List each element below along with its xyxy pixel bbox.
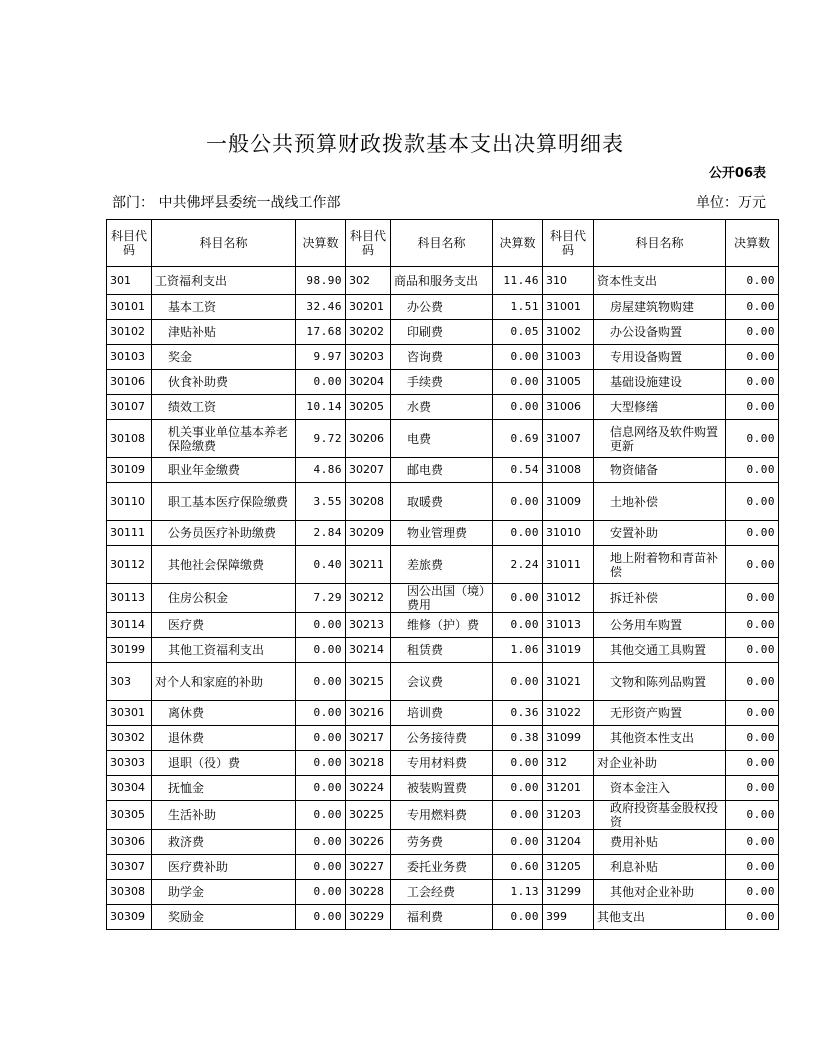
subject-code-2: 30202 — [346, 320, 391, 345]
subject-code-3: 31099 — [543, 726, 594, 751]
table-row — [107, 905, 779, 930]
subject-name-2: 培训费 — [391, 701, 493, 726]
subject-name-2: 商品和服务支出 — [391, 267, 493, 295]
amount-3: 0.00 — [726, 295, 779, 320]
subject-name-3: 拆迁补偿 — [594, 584, 726, 613]
table-row — [107, 320, 779, 345]
subject-code-1: 30110 — [107, 483, 152, 521]
subject-name-1: 基本工资 — [152, 295, 296, 320]
subject-name-2: 差旅费 — [391, 546, 493, 584]
subject-name-3: 对企业补助 — [594, 751, 726, 776]
subject-code-2: 30217 — [346, 726, 391, 751]
amount-2: 0.00 — [493, 483, 543, 521]
subject-code-1: 30303 — [107, 751, 152, 776]
header-code-2: 科目代码 — [346, 220, 391, 267]
amount-1: 0.00 — [296, 880, 346, 905]
subject-code-3: 31201 — [543, 776, 594, 801]
subject-code-3: 310 — [543, 267, 594, 295]
amount-3: 0.00 — [726, 521, 779, 546]
subject-name-1: 退休费 — [152, 726, 296, 751]
amount-1: 3.55 — [296, 483, 346, 521]
subject-code-1: 30101 — [107, 295, 152, 320]
subject-code-1: 30102 — [107, 320, 152, 345]
subject-code-1: 30108 — [107, 420, 152, 458]
amount-3: 0.00 — [726, 751, 779, 776]
subject-name-3: 其他资本性支出 — [594, 726, 726, 751]
subject-name-3: 资本金注入 — [594, 776, 726, 801]
amount-1: 0.00 — [296, 830, 346, 855]
subject-code-2: 30213 — [346, 613, 391, 638]
subject-code-3: 31203 — [543, 801, 594, 830]
amount-3: 0.00 — [726, 726, 779, 751]
subject-code-2: 30227 — [346, 855, 391, 880]
amount-1: 0.00 — [296, 855, 346, 880]
subject-code-2: 30229 — [346, 905, 391, 930]
subject-name-2: 电费 — [391, 420, 493, 458]
subject-name-2: 印刷费 — [391, 320, 493, 345]
table-row — [107, 370, 779, 395]
subject-name-1: 退职（役）费 — [152, 751, 296, 776]
subject-name-1: 职业年金缴费 — [152, 458, 296, 483]
subject-name-1: 医疗费补助 — [152, 855, 296, 880]
subject-code-3: 31010 — [543, 521, 594, 546]
table-row — [107, 701, 779, 726]
amount-2: 0.00 — [493, 751, 543, 776]
subject-name-3: 物资储备 — [594, 458, 726, 483]
table-row — [107, 345, 779, 370]
subject-name-3: 公务用车购置 — [594, 613, 726, 638]
amount-2: 1.13 — [493, 880, 543, 905]
amount-3: 0.00 — [726, 855, 779, 880]
subject-code-3: 31002 — [543, 320, 594, 345]
subject-code-2: 30225 — [346, 801, 391, 830]
subject-name-1: 绩效工资 — [152, 395, 296, 420]
amount-2: 0.36 — [493, 701, 543, 726]
subject-name-3: 其他交通工具购置 — [594, 638, 726, 663]
amount-3: 0.00 — [726, 320, 779, 345]
header-amount-1: 决算数 — [296, 220, 346, 267]
subject-name-2: 物业管理费 — [391, 521, 493, 546]
subject-code-1: 30308 — [107, 880, 152, 905]
subject-code-3: 31001 — [543, 295, 594, 320]
subject-code-1: 30306 — [107, 830, 152, 855]
subject-code-2: 30214 — [346, 638, 391, 663]
subject-name-3: 利息补贴 — [594, 855, 726, 880]
table-row — [107, 830, 779, 855]
amount-3: 0.00 — [726, 345, 779, 370]
subject-name-2: 因公出国（境）费用 — [391, 584, 493, 613]
subject-code-3: 31204 — [543, 830, 594, 855]
subject-code-1: 30113 — [107, 584, 152, 613]
subject-name-2: 办公费 — [391, 295, 493, 320]
subject-code-1: 30302 — [107, 726, 152, 751]
subject-name-2: 专用材料费 — [391, 751, 493, 776]
table-row — [107, 546, 779, 584]
table-row — [107, 395, 779, 420]
subject-name-1: 其他工资福利支出 — [152, 638, 296, 663]
subject-code-1: 30301 — [107, 701, 152, 726]
table-row — [107, 726, 779, 751]
subject-code-2: 30211 — [346, 546, 391, 584]
subject-code-3: 31012 — [543, 584, 594, 613]
amount-1: 10.14 — [296, 395, 346, 420]
subject-name-1: 公务员医疗补助缴费 — [152, 521, 296, 546]
subject-code-3: 31021 — [543, 663, 594, 701]
subject-name-3: 无形资产购置 — [594, 701, 726, 726]
subject-code-2: 30206 — [346, 420, 391, 458]
subject-name-1: 救济费 — [152, 830, 296, 855]
amount-3: 0.00 — [726, 776, 779, 801]
subject-name-3: 基础设施建设 — [594, 370, 726, 395]
subject-name-2: 劳务费 — [391, 830, 493, 855]
subject-name-3: 信息网络及软件购置更新 — [594, 420, 726, 458]
amount-2: 0.05 — [493, 320, 543, 345]
subject-code-2: 30203 — [346, 345, 391, 370]
unit-label: 单位：万元 — [696, 195, 766, 211]
amount-3: 0.00 — [726, 801, 779, 830]
table-row — [107, 855, 779, 880]
amount-1: 0.00 — [296, 613, 346, 638]
subject-code-2: 30208 — [346, 483, 391, 521]
amount-3: 0.00 — [726, 395, 779, 420]
subject-name-1: 生活补助 — [152, 801, 296, 830]
subject-code-2: 30207 — [346, 458, 391, 483]
subject-code-1: 30199 — [107, 638, 152, 663]
amount-3: 0.00 — [726, 483, 779, 521]
subject-name-2: 公务接待费 — [391, 726, 493, 751]
subject-name-2: 专用燃料费 — [391, 801, 493, 830]
amount-1: 0.00 — [296, 905, 346, 930]
subject-name-1: 机关事业单位基本养老保险缴费 — [152, 420, 296, 458]
amount-1: 0.00 — [296, 663, 346, 701]
subject-name-2: 工会经费 — [391, 880, 493, 905]
table-row — [107, 584, 779, 613]
subject-name-1: 伙食补助费 — [152, 370, 296, 395]
table-row — [107, 483, 779, 521]
amount-1: 0.00 — [296, 801, 346, 830]
amount-2: 0.60 — [493, 855, 543, 880]
subject-code-3: 31003 — [543, 345, 594, 370]
subject-code-3: 312 — [543, 751, 594, 776]
subject-code-1: 30103 — [107, 345, 152, 370]
amount-3: 0.00 — [726, 584, 779, 613]
header-amount-2: 决算数 — [493, 220, 543, 267]
amount-1: 0.00 — [296, 701, 346, 726]
subject-name-2: 邮电费 — [391, 458, 493, 483]
subject-code-1: 30307 — [107, 855, 152, 880]
subject-code-3: 31019 — [543, 638, 594, 663]
amount-1: 0.00 — [296, 638, 346, 663]
amount-1: 0.00 — [296, 751, 346, 776]
subject-code-2: 30224 — [346, 776, 391, 801]
subject-code-1: 30304 — [107, 776, 152, 801]
amount-3: 0.00 — [726, 370, 779, 395]
subject-code-1: 30106 — [107, 370, 152, 395]
subject-name-1: 医疗费 — [152, 613, 296, 638]
subject-name-1: 离休费 — [152, 701, 296, 726]
subject-name-2: 维修（护）费 — [391, 613, 493, 638]
subject-code-1: 30114 — [107, 613, 152, 638]
subject-code-3: 31006 — [543, 395, 594, 420]
subject-code-1: 301 — [107, 267, 152, 295]
subject-code-1: 30107 — [107, 395, 152, 420]
subject-code-3: 31008 — [543, 458, 594, 483]
subject-code-3: 31011 — [543, 546, 594, 584]
table-row — [107, 295, 779, 320]
amount-2: 0.00 — [493, 395, 543, 420]
subject-code-2: 30226 — [346, 830, 391, 855]
table-row — [107, 458, 779, 483]
subject-code-3: 31013 — [543, 613, 594, 638]
subject-code-3: 31205 — [543, 855, 594, 880]
table-row — [107, 638, 779, 663]
amount-2: 0.00 — [493, 776, 543, 801]
subject-name-3: 房屋建筑物购建 — [594, 295, 726, 320]
amount-1: 0.00 — [296, 776, 346, 801]
subject-name-3: 大型修缮 — [594, 395, 726, 420]
subject-name-3: 费用补贴 — [594, 830, 726, 855]
department-label: 部门： 中共佛坪县委统一战线工作部 — [112, 195, 341, 211]
subject-name-3: 土地补偿 — [594, 483, 726, 521]
subject-name-1: 对个人和家庭的补助 — [152, 663, 296, 701]
amount-2: 1.51 — [493, 295, 543, 320]
subject-code-1: 30309 — [107, 905, 152, 930]
header-name-2: 科目名称 — [391, 220, 493, 267]
amount-2: 0.00 — [493, 830, 543, 855]
subject-code-1: 303 — [107, 663, 152, 701]
amount-2: 0.00 — [493, 663, 543, 701]
header-name-3: 科目名称 — [594, 220, 726, 267]
subject-code-1: 30112 — [107, 546, 152, 584]
amount-2: 0.00 — [493, 345, 543, 370]
subject-name-2: 福利费 — [391, 905, 493, 930]
amount-2: 0.00 — [493, 521, 543, 546]
subject-code-2: 30215 — [346, 663, 391, 701]
subject-name-1: 工资福利支出 — [152, 267, 296, 295]
amount-1: 0.00 — [296, 726, 346, 751]
subject-name-1: 抚恤金 — [152, 776, 296, 801]
subject-code-3: 31007 — [543, 420, 594, 458]
amount-2: 11.46 — [493, 267, 543, 295]
table-row — [107, 420, 779, 458]
subject-code-2: 30205 — [346, 395, 391, 420]
subject-name-3: 其他对企业补助 — [594, 880, 726, 905]
subject-name-2: 咨询费 — [391, 345, 493, 370]
subject-code-3: 31299 — [543, 880, 594, 905]
amount-1: 7.29 — [296, 584, 346, 613]
subject-code-2: 30218 — [346, 751, 391, 776]
amount-2: 0.00 — [493, 370, 543, 395]
subject-name-3: 专用设备购置 — [594, 345, 726, 370]
table-row — [107, 613, 779, 638]
amount-3: 0.00 — [726, 701, 779, 726]
amount-2: 0.69 — [493, 420, 543, 458]
header-code-3: 科目代码 — [543, 220, 594, 267]
header-code-1: 科目代码 — [107, 220, 152, 267]
amount-2: 1.06 — [493, 638, 543, 663]
header-amount-3: 决算数 — [726, 220, 779, 267]
amount-2: 0.54 — [493, 458, 543, 483]
subject-code-1: 30111 — [107, 521, 152, 546]
subject-code-2: 30216 — [346, 701, 391, 726]
subject-name-2: 租赁费 — [391, 638, 493, 663]
subject-code-2: 30209 — [346, 521, 391, 546]
amount-3: 0.00 — [726, 663, 779, 701]
subject-name-1: 助学金 — [152, 880, 296, 905]
subject-name-1: 津贴补贴 — [152, 320, 296, 345]
subject-name-1: 奖金 — [152, 345, 296, 370]
amount-1: 32.46 — [296, 295, 346, 320]
subject-name-1: 奖励金 — [152, 905, 296, 930]
table-row — [107, 663, 779, 701]
table-row — [107, 751, 779, 776]
amount-3: 0.00 — [726, 880, 779, 905]
amount-3: 0.00 — [726, 638, 779, 663]
subject-code-2: 30204 — [346, 370, 391, 395]
subject-code-3: 399 — [543, 905, 594, 930]
subject-code-1: 30109 — [107, 458, 152, 483]
subject-name-2: 被装购置费 — [391, 776, 493, 801]
amount-2: 2.24 — [493, 546, 543, 584]
amount-2: 0.00 — [493, 801, 543, 830]
amount-3: 0.00 — [726, 905, 779, 930]
subject-name-2: 取暖费 — [391, 483, 493, 521]
amount-3: 0.00 — [726, 458, 779, 483]
amount-1: 98.90 — [296, 267, 346, 295]
subject-name-3: 资本性支出 — [594, 267, 726, 295]
table-row — [107, 267, 779, 295]
subject-name-1: 职工基本医疗保险缴费 — [152, 483, 296, 521]
subject-code-3: 31022 — [543, 701, 594, 726]
amount-1: 9.97 — [296, 345, 346, 370]
subject-name-2: 水费 — [391, 395, 493, 420]
form-number: 公开06表 — [708, 166, 766, 181]
amount-1: 2.84 — [296, 521, 346, 546]
table-row — [107, 801, 779, 830]
amount-3: 0.00 — [726, 830, 779, 855]
expenditure-detail-table — [106, 219, 779, 930]
amount-3: 0.00 — [726, 613, 779, 638]
subject-name-1: 其他社会保障缴费 — [152, 546, 296, 584]
amount-2: 0.38 — [493, 726, 543, 751]
subject-code-2: 30212 — [346, 584, 391, 613]
amount-2: 0.00 — [493, 613, 543, 638]
table-header-row — [107, 220, 779, 267]
subject-name-3: 其他支出 — [594, 905, 726, 930]
page-title: 一般公共预算财政拨款基本支出决算明细表 — [206, 132, 624, 156]
subject-name-3: 文物和陈列品购置 — [594, 663, 726, 701]
amount-1: 0.00 — [296, 370, 346, 395]
subject-name-2: 手续费 — [391, 370, 493, 395]
subject-name-3: 政府投资基金股权投资 — [594, 801, 726, 830]
amount-3: 0.00 — [726, 420, 779, 458]
amount-1: 17.68 — [296, 320, 346, 345]
header-name-1: 科目名称 — [152, 220, 296, 267]
subject-code-1: 30305 — [107, 801, 152, 830]
subject-name-3: 安置补助 — [594, 521, 726, 546]
table-row — [107, 521, 779, 546]
amount-1: 9.72 — [296, 420, 346, 458]
subject-name-1: 住房公积金 — [152, 584, 296, 613]
table-row — [107, 880, 779, 905]
subject-code-3: 31005 — [543, 370, 594, 395]
subject-code-3: 31009 — [543, 483, 594, 521]
subject-name-2: 会议费 — [391, 663, 493, 701]
amount-3: 0.00 — [726, 546, 779, 584]
amount-1: 0.40 — [296, 546, 346, 584]
subject-name-2: 委托业务费 — [391, 855, 493, 880]
subject-name-3: 地上附着物和青苗补偿 — [594, 546, 726, 584]
subject-code-2: 30201 — [346, 295, 391, 320]
subject-code-2: 30228 — [346, 880, 391, 905]
amount-1: 4.86 — [296, 458, 346, 483]
amount-2: 0.00 — [493, 905, 543, 930]
subject-code-2: 302 — [346, 267, 391, 295]
subject-name-3: 办公设备购置 — [594, 320, 726, 345]
table-row — [107, 776, 779, 801]
amount-2: 0.00 — [493, 584, 543, 613]
amount-3: 0.00 — [726, 267, 779, 295]
